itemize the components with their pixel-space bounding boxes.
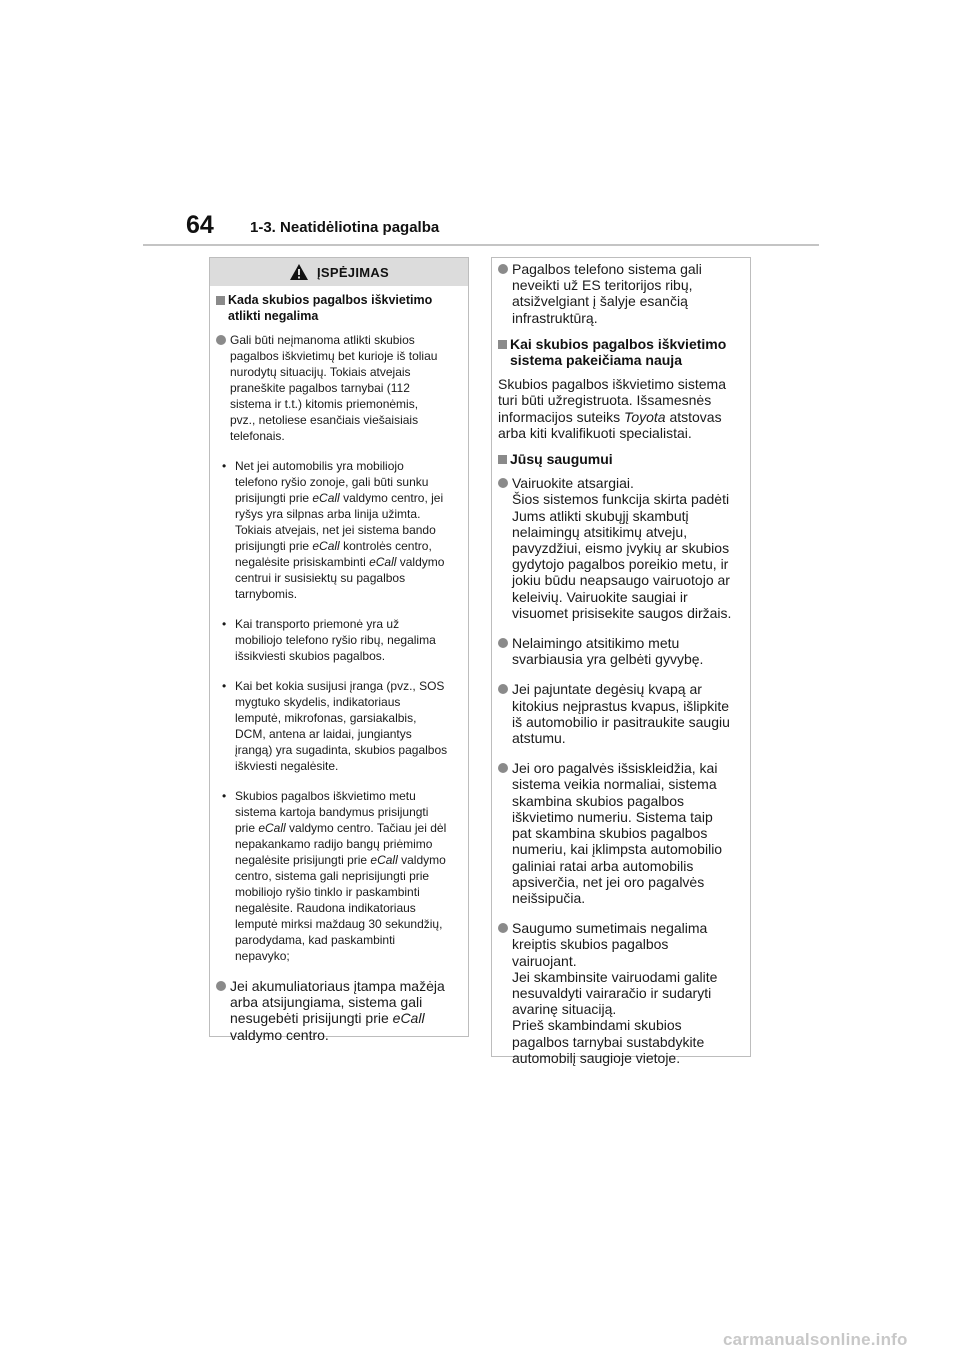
round-bullet-icon xyxy=(216,335,226,345)
watermark: carmanualsonline.info xyxy=(723,1330,908,1349)
warning-intro-bullet xyxy=(216,332,458,444)
replacement-paragraph: Skubios pagalbos iškvietimo sistema turi būti užregistruota. Išsamesnės informacijos suteiks Toyota atstovas arba kiti kvalifikuoti specialistai. xyxy=(498,376,726,441)
square-bullet-icon xyxy=(216,296,225,305)
final-bullet xyxy=(216,978,458,1043)
info-bullet xyxy=(498,261,740,326)
replacement-heading-text: Kai skubios pagalbos iškvietimo sistema pakeičiama nauja xyxy=(510,335,727,369)
warning-band xyxy=(210,258,468,286)
warning-title: ĮSPĖJIMAS xyxy=(316,264,390,280)
safety-bullet-text: Nelaimingo atsitikimo metu svarbiausia yra gelbėti gyvybę. xyxy=(512,635,704,668)
sub-item-text: Net jei automobilis yra mobiliojo telefono ryšio zonoje, gali būti sunku prisijungti prie eCall valdymo centro, jei ryšys yra silpnas arba linija užimta. Tokiais atvejais, net jei sistema bando prisijungti prie eCall kontrolės centro, negalėsite prisiskambinti eCall valdymo centrui ir susisiektų su pagalbos tarnybomis. xyxy=(235,459,445,601)
warning-triangle-icon xyxy=(289,263,309,281)
round-bullet-icon xyxy=(498,264,508,274)
section-title: 1-3. Neatidėliotina pagalba xyxy=(250,219,440,236)
sub-bullet-mark: • xyxy=(222,679,227,693)
sub-item-text: Kai bet kokia susijusi įranga (pvz., SOS mygtuko skydelis, indikatoriaus lemputė, mikrofonas, garsiakalbis, DCM, antena ar laidai, jungiantys įrangą) yra sugadinta, skubios pagalbos iškviesti negalėsite. xyxy=(235,679,448,773)
square-bullet-icon xyxy=(498,455,507,464)
safety-bullet-text: Jei oro pagalvės išsiskleidžia, kai sistema veikia normaliai, sistema skambina skubios pagalbos iškvietimo numeriu. Sistema taip pat skambina skubios pagalbos numeriu, kai įklimpsta automobilio galiniai ratai arba automobilis apsiverčia, net jei oro pagalvės neišsipučia. xyxy=(512,760,723,906)
round-bullet-icon xyxy=(498,923,508,933)
sub-item-text: Kai transporto priemonė yra už mobiliojo telefono ryšio ribų, negalima išsikviesti skubios pagalbos. xyxy=(235,617,436,663)
round-bullet-icon xyxy=(498,763,508,773)
final-bullet-text: Jei akumuliatoriaus įtampa mažėja arba atsijungiama, sistema gali nesugebėti prisijungti prie eCall valdymo centro. xyxy=(230,978,445,1043)
safety-bullet xyxy=(498,920,740,1066)
sub-item-text: Skubios pagalbos iškvietimo metu sistema kartoja bandymus prisijungti prie eCall valdymo centro. Tačiau jei dėl nepakankamo radijo bangų priėmimo negalėsite prisijungti prie eCall valdymo centro, sistema gali neprisijungti prie mobiliojo ryšio tinklo ir paskambinti negalėsite. Raudona indikatoriaus lemputė mirksi maždaug 30 sekundžių, parodydama, kad paskambinti nepavyko; xyxy=(235,789,447,963)
info-bullet-text: Pagalbos telefono sistema gali neveikti už ES teritorijos ribų, atsižvelgiant į šalyje esančią infrastruktūrą. xyxy=(512,261,702,326)
safety-bullet xyxy=(498,475,740,621)
round-bullet-icon xyxy=(216,981,226,991)
info-box xyxy=(491,257,751,1066)
sub-item xyxy=(216,678,458,774)
sub-item xyxy=(216,458,458,602)
replacement-heading xyxy=(498,336,740,368)
safety-bullet-text: Vairuokite atsargiai. Šios sistemos funkcija skirta padėti Jums atlikti skubųjį skambutį nelaimingų atsitikimų atveju, pavyzdžiui, eismo įvykių ar skubios gydytojo pagalbos poreikio metu, ir jokiu būdu neapsaugo vairuotojo ar keleivių. Vairuokite saugiai ir visuomet prisisekite saugos diržais. xyxy=(512,475,732,621)
sub-item xyxy=(216,616,458,664)
safety-bullet xyxy=(498,681,740,746)
sub-bullet-mark: • xyxy=(222,617,227,631)
safety-bullet xyxy=(498,760,740,906)
safety-heading-text: Jūsų saugumui xyxy=(510,451,613,468)
square-bullet-icon xyxy=(498,340,507,349)
page-number: 64 xyxy=(186,211,214,239)
sub-bullet-mark: • xyxy=(222,459,227,473)
round-bullet-icon xyxy=(498,478,508,488)
header-rule xyxy=(143,244,819,246)
safety-bullet xyxy=(498,635,740,667)
warning-box xyxy=(209,257,469,1043)
round-bullet-icon xyxy=(498,684,508,694)
safety-bullet-text: Jei pajuntate degėsių kvapą ar kitokius neįprastus kvapus, išlipkite iš automobilio ir pasitraukite saugiu atstumu. xyxy=(512,681,730,747)
warning-intro-text: Gali būti neįmanoma atlikti skubios pagalbos iškvietimų bet kurioje iš toliau nurodytų situacijų. Tokiais atvejais praneškite pagalbos tarnybai (112 sistema ir t.t.) kitomis priemonėmis, pvz., netoliese esančiais viešaisiais telefonais. xyxy=(230,333,438,443)
sub-bullet-mark: • xyxy=(222,789,227,803)
warning-heading xyxy=(216,292,458,324)
sub-item xyxy=(216,788,458,964)
safety-heading xyxy=(498,451,740,467)
safety-bullet-text: Saugumo sumetimais negalima kreiptis skubios pagalbos vairuojant. Jei skambinsite vairuodami galite nesuvaldyti vairaračio ir sudaryti avarinę situaciją. Prieš skambindami skubios pagalbos tarnybai sustabdykite automobilį saugioje vietoje. xyxy=(512,920,718,1066)
round-bullet-icon xyxy=(498,638,508,648)
warning-heading-text: Kada skubios pagalbos iškvietimo atlikti negalima xyxy=(228,293,433,323)
